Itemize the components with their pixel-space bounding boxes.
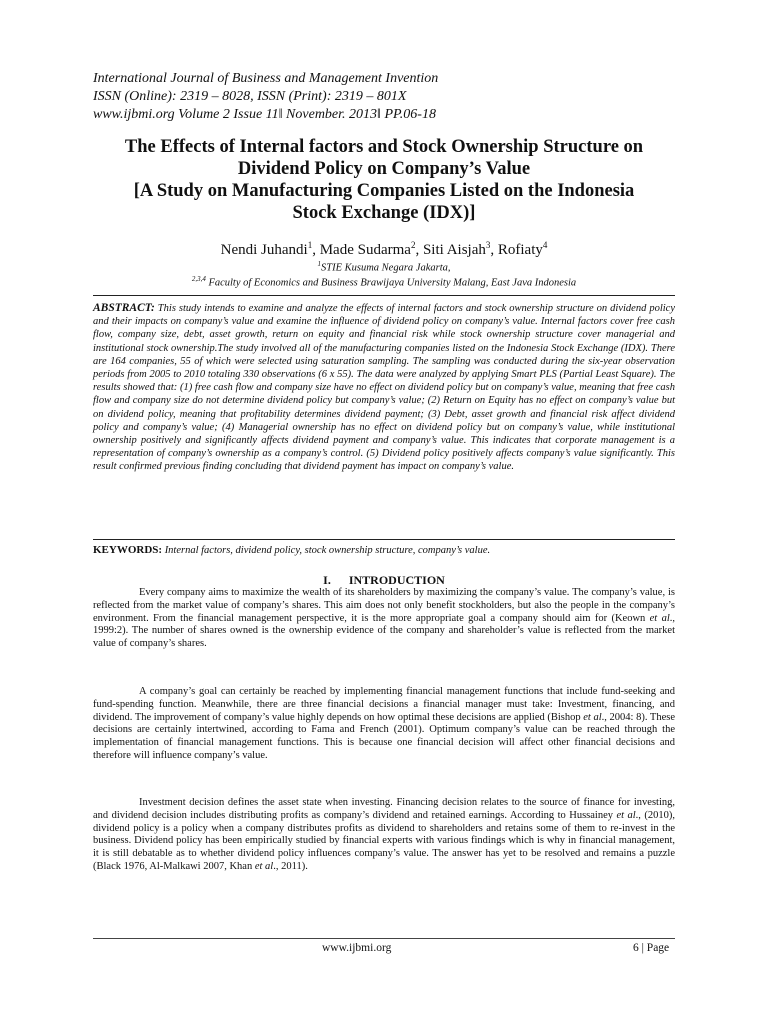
author-name: Made Sudarma bbox=[319, 242, 411, 258]
abstract-label: ABSTRACT: bbox=[93, 302, 155, 314]
author-name: Nendi Juhandi bbox=[220, 242, 308, 258]
journal-name: International Journal of Business and Management Invention bbox=[93, 71, 439, 86]
keywords bbox=[93, 544, 675, 557]
body-paragraph bbox=[93, 587, 675, 651]
page-number: 6 | Page bbox=[633, 942, 670, 954]
paragraph-citation-etal: et al bbox=[254, 860, 274, 872]
author-name: Rofiaty bbox=[497, 242, 543, 258]
paragraph-text: ., 1999:2). The number of shares owned is the ownership evidence of the company and shareholder’s value is reflected from the market value of company’s shares. bbox=[93, 612, 675, 650]
paragraph-text: ., 2004: 8). These decisions are certainly intertwined, according to Fama and French (2001). Optimum company’s value can be reached through the implementation of financial management functions. This is because one financial decision will affect other financial decisions and therefore will influence company’s value. bbox=[93, 711, 676, 761]
journal-header bbox=[93, 70, 693, 124]
affiliation bbox=[80, 273, 688, 290]
keywords-text: Internal factors, dividend policy, stock ownership structure, company’s value. bbox=[162, 545, 491, 556]
author-separator: , bbox=[312, 242, 320, 258]
body-paragraph bbox=[93, 797, 675, 874]
author-affil-mark: 3 bbox=[485, 240, 491, 250]
footer-site: www.ijbmi.org bbox=[322, 942, 392, 954]
journal-issn: ISSN (Online): 2319 – 8028, ISSN (Print): 2319 – 801X bbox=[93, 89, 407, 104]
divider bbox=[93, 539, 675, 540]
affiliation-text: STIE Kusuma Negara Jakarta, bbox=[321, 262, 451, 274]
journal-issue: www.ijbmi.org Volume 2 Issue 11‖ November. 2013‖ PP.06-18 bbox=[93, 107, 436, 122]
paragraph-text: ., 2011). bbox=[273, 860, 308, 872]
paragraph-citation-etal: et al bbox=[649, 612, 670, 624]
keywords-label: KEYWORDS: bbox=[93, 544, 163, 556]
abstract bbox=[93, 302, 675, 474]
paragraph-text: Investment decision defines the asset state when investing. Financing decision relates to the source of finance for investing, and dividend decision includes distributing profits as company’s dividend and retained earnings. According to Hussainey bbox=[93, 797, 675, 821]
author-separator: , bbox=[415, 242, 423, 258]
title-line: [A Study on Manufacturing Companies Listed on the Indonesia bbox=[133, 181, 635, 201]
paragraph-text: A company’s goal can certainly be reached by implementing financial management functions that include fund-seeking and fund-spending function. Meanwhile, there are three financial decisions a financial manager must take: Investment, financing, and dividend. The improvement of company’s value highly depends on how optimal these decisions are applied (Bishop bbox=[93, 686, 675, 723]
paragraph-citation-etal: et al bbox=[583, 711, 602, 723]
divider bbox=[93, 295, 675, 296]
section-heading bbox=[93, 573, 675, 587]
author-affil-mark: 1 bbox=[307, 240, 313, 250]
paper-title bbox=[80, 136, 688, 224]
title-line: The Effects of Internal factors and Stock Ownership Structure on bbox=[124, 137, 644, 157]
affiliation-mark: 2,3,4 bbox=[191, 275, 206, 283]
footer-divider bbox=[93, 938, 675, 939]
affiliation-mark: 1 bbox=[317, 260, 321, 268]
body-paragraph bbox=[93, 686, 675, 763]
author-separator: , bbox=[490, 242, 498, 258]
author-list bbox=[80, 236, 688, 259]
abstract-text: This study intends to examine and analyze the effects of internal factors and stock ownership structure on dividend policy and their impacts on company’s value and examine the influence of dividend policy on company’s value. Internal factors cover free cash flow, company size, debt, asset growth, return on equity and financial risk while stock ownership structure cover managerial and institutional stock ownership.The study involved all of the manufacturing companies listed on the Indonesia Stock Exchange (IDX). There are 164 companies, 55 of which were selected using saturation sampling. The sampling was conducted during the six-year observation periods from 2005 to 2010 totaling 330 observations (6 x 55). The data were analyzed by applying Smart PLS (Partial Least Square). The results showed that: (1) free cash flow and company size have no effect on dividend policy but on company’s value, meaning that free cash flow and company size do not determine dividend policy but company’s value; (2) Return on Equity has no effect on company’s value but on dividend policy, meaning that profitability determines dividend payment; (3) Debt, asset growth and financial risk affect dividend policy and company’s value; (4) Managerial ownership has no effect on dividend policy but on company’s value, while institutional ownership positively and significantly affects dividend payment and company’s value. This indicates that corporate management is a representation of company’s ownership as a company’s control. (5) Dividend policy positively affects company’s value significantly. This result confirmed previous finding concluding that dividend payment has impact on company’s value. bbox=[93, 303, 675, 473]
paragraph-text: Every company aims to maximize the wealth of its shareholders by maximizing the company’s value. The company’s value, is reflected from the market value of company’s shares. This aim does not only benefit stockholders, but also the people in the company’s environment. From the financial management perspective, it is the more appropriate goal a company should aim for (Keown bbox=[93, 587, 675, 624]
title-line: Stock Exchange (IDX)] bbox=[292, 203, 476, 223]
author-name: Siti Aisjah bbox=[422, 242, 486, 258]
section-title: INTRODUCTION bbox=[348, 573, 445, 587]
section-number: I. bbox=[323, 573, 331, 587]
author-affil-mark: 4 bbox=[542, 240, 548, 250]
affiliation-text: Faculty of Economics and Business Brawijaya University Malang, East Java Indonesia bbox=[205, 277, 577, 289]
paragraph-citation-etal: et al bbox=[616, 809, 636, 821]
author-affil-mark: 2 bbox=[410, 240, 416, 250]
paragraph-text: ., (2010), dividend policy is a policy when a company distributes profits as dividend to shareholders and retains some of them to re-invest in the business. Dividend policy has been empirically studied by financial experts with various findings which is why in financial management, it is still debatable as to whether dividend policy influences company’s value. The answer has yet to be resolved and remains a puzzle (Black 1976, Al-Malkawi 2007, Khan bbox=[93, 809, 676, 872]
title-line: Dividend Policy on Company’s Value bbox=[237, 159, 531, 179]
